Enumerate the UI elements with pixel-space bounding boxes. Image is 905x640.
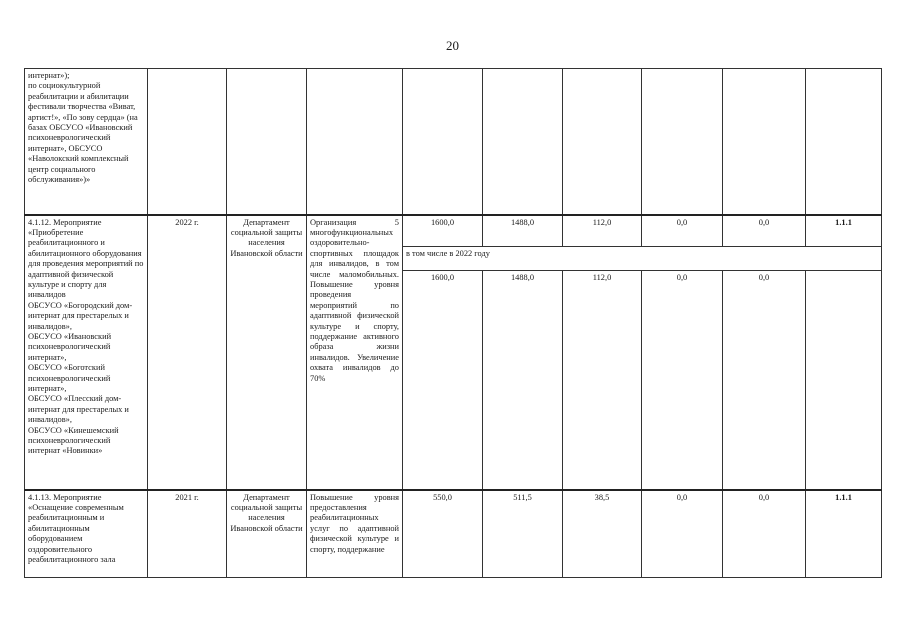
table-row-measure-4-1-12 <box>25 215 882 247</box>
measure-4-1-12-executor: Департамент социальной защиты населения Ивановской области <box>227 215 307 490</box>
measure-4-1-12-local: 0,0 <box>642 215 723 247</box>
table-row-measure-4-1-13 <box>25 490 882 578</box>
measure-4-1-12-total: 1600,0 <box>403 215 483 247</box>
empty-cell <box>723 69 806 215</box>
table-row-continuation <box>25 69 882 215</box>
empty-cell <box>642 69 723 215</box>
empty-cell <box>563 69 642 215</box>
measure-4-1-12-sub-other: 0,0 <box>723 271 806 490</box>
measure-4-1-13-total: 550,0 <box>403 490 483 578</box>
measure-4-1-12-other: 0,0 <box>723 215 806 247</box>
measure-4-1-12-sub-total: 1600,0 <box>403 271 483 490</box>
measure-4-1-12-indicator: 1.1.1 <box>806 215 882 247</box>
measure-4-1-12-sub-label: в том числе в 2022 году <box>403 247 882 271</box>
measure-4-1-13-year: 2021 г. <box>148 490 227 578</box>
measure-4-1-13-federal: 511,5 <box>483 490 563 578</box>
empty-cell <box>148 69 227 215</box>
measure-4-1-12-federal: 1488,0 <box>483 215 563 247</box>
measure-description-continuation: интернат»); по социокультурной реабилитации и абилитации фестивали творчества «Виват, артист!», «По зову сердца» (на базах ОБСУСО «Ивановский психоневрологический интернат», ОБСУСО «Наволокский комплексный центр социального обслуживания»)» <box>25 69 148 215</box>
empty-cell <box>806 271 882 490</box>
page-number: 20 <box>446 38 459 53</box>
empty-cell <box>403 69 483 215</box>
measure-4-1-12-year: 2022 г. <box>148 215 227 490</box>
empty-cell <box>483 69 563 215</box>
measure-4-1-13-local: 0,0 <box>642 490 723 578</box>
measure-4-1-13-indicator: 1.1.1 <box>806 490 882 578</box>
measure-4-1-12-description: 4.1.12. Мероприятие «Приобретение реабилитационного и абилитационного оборудования для проведения мероприятий по адаптивной физической культуре и спорту для инвалидов ОБСУСО «Богородский дом-интернат для престарелых и инвалидов», ОБСУСО «Ивановский психоневрологический интернат», ОБСУСО «Боготский психоневрологический интернат», ОБСУСО «Плесский дом-интернат для престарелых и инвалидов», ОБСУСО «Кинешемский психоневрологический интернат «Новинки» <box>25 215 148 490</box>
measure-4-1-12-regional: 112,0 <box>563 215 642 247</box>
measure-4-1-13-executor: Департамент социальной защиты населения Ивановской области <box>227 490 307 578</box>
measure-4-1-12-sub-regional: 112,0 <box>563 271 642 490</box>
empty-cell <box>806 69 882 215</box>
measure-4-1-13-other: 0,0 <box>723 490 806 578</box>
measure-4-1-12-result: Организация 5 многофункциональных оздоровительно-спортивных площадок для инвалидов, в том числе маломобильных. Повышение уровня проведения мероприятий по адаптивной физической культуре и спорту, поддержание активного образа жизни инвалидов. Увеличение охвата инвалидов до 70% <box>307 215 403 490</box>
empty-cell <box>307 69 403 215</box>
measure-4-1-12-sub-federal: 1488,0 <box>483 271 563 490</box>
measure-4-1-13-description: 4.1.13. Мероприятие «Оснащение современным реабилитационным и абилитационным оборудованием оздоровительного реабилитационного зала <box>25 490 148 578</box>
program-measures-table <box>24 68 882 578</box>
measure-4-1-12-sub-local: 0,0 <box>642 271 723 490</box>
measure-4-1-13-regional: 38,5 <box>563 490 642 578</box>
measure-4-1-13-result: Повышение уровня предоставления реабилитационных услуг по адаптивной физической культуре и спорту, поддержание <box>307 490 403 578</box>
empty-cell <box>227 69 307 215</box>
